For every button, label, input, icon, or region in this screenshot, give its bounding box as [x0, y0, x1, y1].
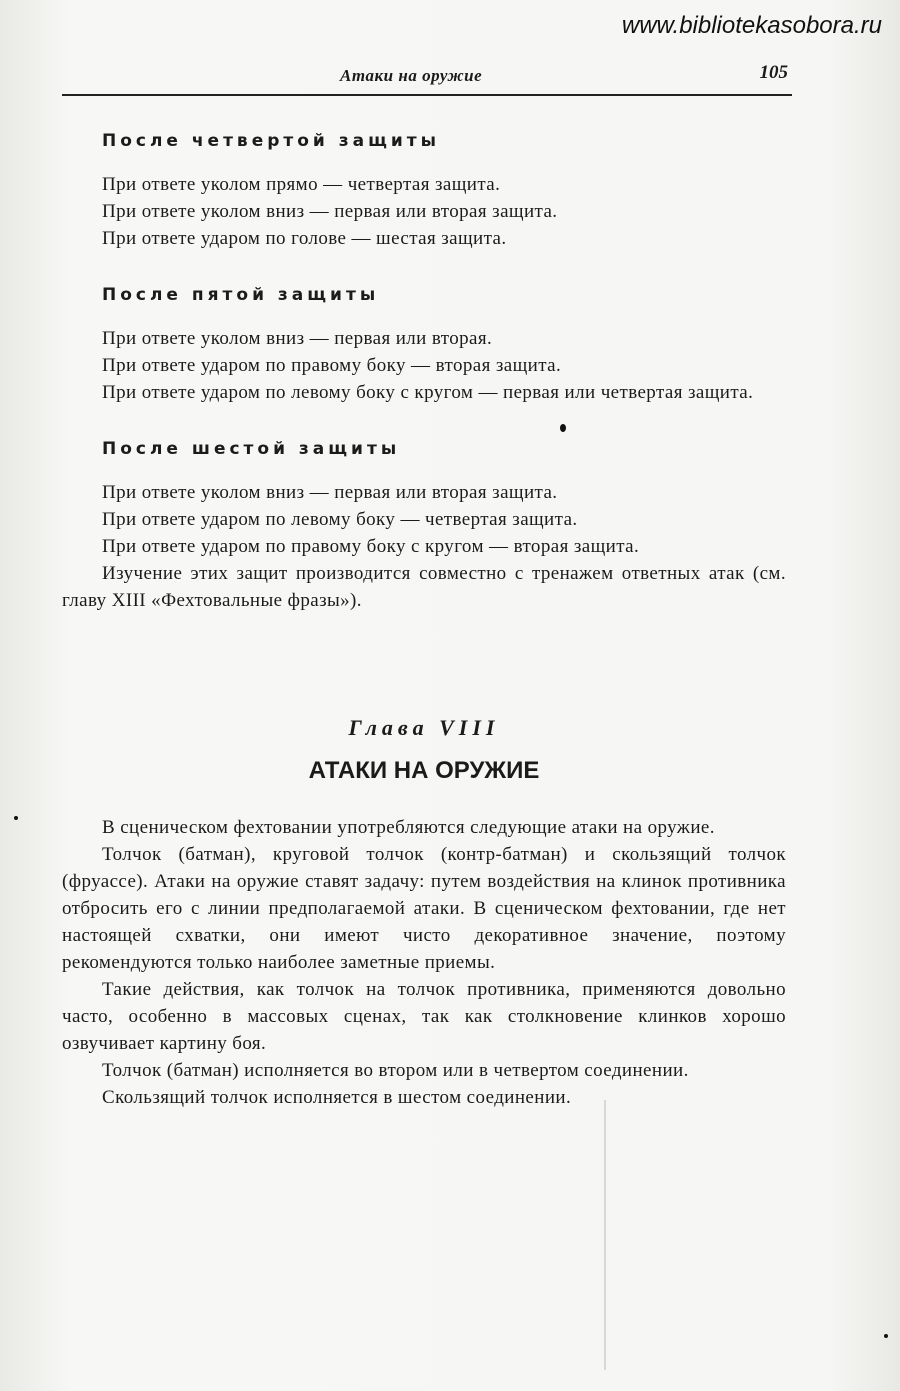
running-title: Атаки на оружие — [340, 66, 483, 85]
text-line: При ответе уколом вниз — первая или вторая. — [102, 328, 493, 349]
section-heading: После пятой защиты — [102, 285, 380, 305]
text-line: При ответе ударом по левому боку с кругом — первая или четвертая защита. — [102, 382, 754, 403]
scan-speck — [560, 424, 566, 432]
page-crease — [604, 1100, 606, 1370]
section-heading: После шестой защиты — [102, 439, 401, 459]
chapter-paragraph: Скользящий толчок исполняется в шестом соединении. — [102, 1087, 572, 1108]
section-note: Изучение этих защит производится совместно с тренажем ответных атак (см. главу XIII «Фехтовальные фразы»). — [62, 563, 786, 611]
chapter-title: АТАКИ НА ОРУЖИЕ — [308, 757, 540, 784]
text-line: При ответе уколом прямо — четвертая защита. — [102, 174, 501, 195]
chapter-paragraph: Толчок (батман) исполняется во втором или в четвертом соединении. — [102, 1060, 689, 1081]
scan-speck — [884, 1334, 888, 1338]
text-line: При ответе уколом вниз — первая или вторая защита. — [102, 482, 558, 503]
text-line: При ответе ударом по голове — шестая защита. — [102, 228, 507, 249]
page-number: 105 — [759, 62, 788, 83]
section-heading: После четвертой защиты — [102, 131, 441, 151]
chapter-paragraph: Такие действия, как толчок на толчок противника, применяются довольно часто, особенно в массовых сценах, так как столкновение клинков хорошо озвучивает картину боя. — [62, 979, 786, 1054]
watermark-url: www.bibliotekasobora.ru — [621, 12, 882, 39]
text-line: При ответе ударом по правому боку — вторая защита. — [102, 355, 562, 376]
text-line: При ответе уколом вниз — первая или вторая защита. — [102, 201, 558, 222]
scan-speck — [14, 816, 18, 820]
text-line: При ответе ударом по левому боку — четвертая защита. — [102, 509, 578, 530]
chapter-paragraph: В сценическом фехтовании употребляются следующие атаки на оружие. — [102, 817, 715, 838]
chapter-label: Глава VIII — [348, 715, 500, 740]
running-header — [62, 60, 792, 96]
chapter-paragraph: Толчок (батман), круговой толчок (контр-батман) и скользящий толчок (фруассе). Атаки на оружие ставят задачу: путем воздействия на клинок противника отбросить его с линии предполагаемой атаки. В сценическом фехтовании, где нет настоящей схватки, они имеют чисто декоративное значение, поэтому рекомендуются только наиболее заметные приемы. — [62, 844, 786, 973]
text-line: При ответе ударом по правому боку с кругом — вторая защита. — [102, 536, 640, 557]
page-content — [62, 120, 786, 1111]
